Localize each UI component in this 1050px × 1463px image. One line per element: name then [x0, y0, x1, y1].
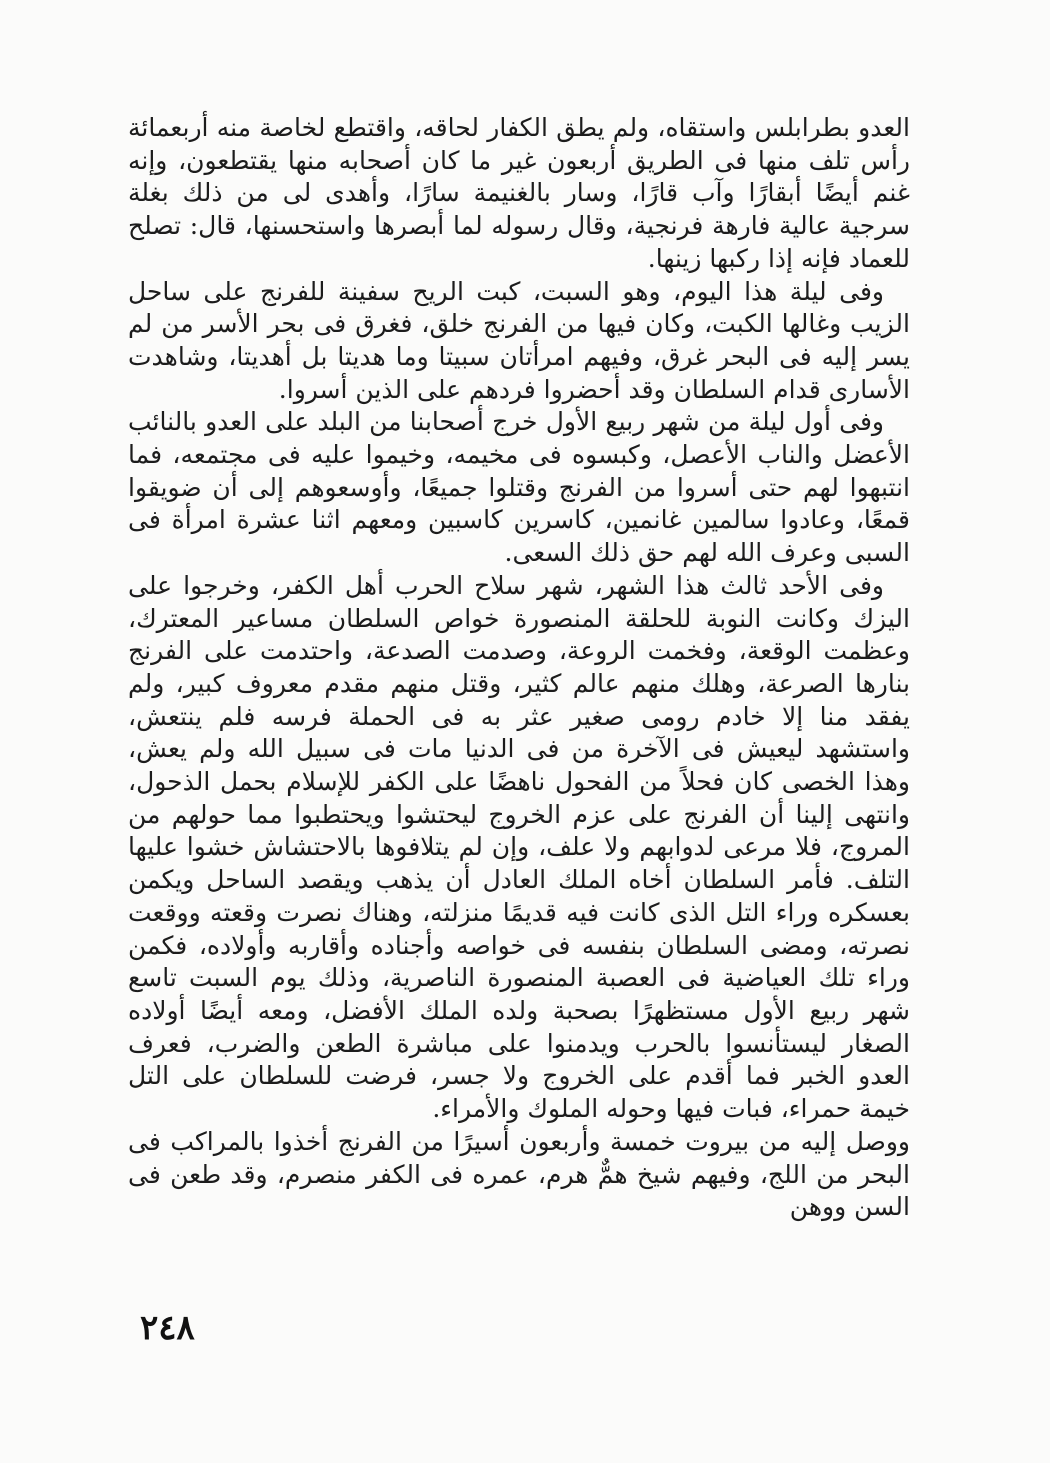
paragraph: وفى الأحد ثالث هذا الشهر، شهر سلاح الحرب أهل الكفر، وخرجوا على اليزك وكانت النوبة للحلقة المنصورة خواص السلطان مساعير المعترك، وعظمت الوقعة، وفخمت الروعة، وصدمت الصدعة، واحتدمت على الفرنج بنارها الصرعة، وهلك منهم عالم كثير، وقتل منهم مقدم معروف كبير، ولم يفقد منا إلا خادم رومى صغير عثر به فى الحملة فرسه فلم ينتعش، واستشهد ليعيش فى الآخرة من فى الدنيا مات فى سبيل الله ولم يعش، وهذا الخصى كان فحلاً من الفحول ناهضًا على الكفر للإسلام بحمل الذحول، وانتهى إلينا أن الفرنج على عزم الخروج ليحتشوا ويحتطبوا مما حولهم من المروج، فلا مرعى لدوابهم ولا علف، وإن لم يتلافوها بالاحتشاش خشوا عليها التلف. فأمر السلطان أخاه الملك العادل أن يذهب ويقصد الساحل ويكمن بعسكره وراء التل الذى كانت فيه قديمًا منزلته، وهناك نصرت وقعته ووقعت نصرته، ومضى السلطان بنفسه فى خواصه وأجناده وأقاربه وأولاده، فكمن وراء تلك العياضية فى العصبة المنصورة الناصرية، وذلك يوم السبت تاسع شهر ربيع الأول مستظهرًا بصحبة ولده الملك الأفضل، ومعه أيضًا أولاده الصغار ليستأنسوا بالحرب ويدمنوا على مباشرة الطعن والضرب، فعرف العدو الخبر فما أقدم على الخروج ولا جسر، فرضت للسلطان على التل خيمة حمراء، فبات فيها وحوله الملوك والأمراء. — [128, 570, 910, 1124]
paragraph: ووصل إليه من بيروت خمسة وأربعون أسيرًا من الفرنج أخذوا بالمراكب فى البحر من اللج، وفيهم شيخ همٌّ هرم، عمره فى الكفر منصرم، وقد طعن فى السن ووهن — [128, 1126, 910, 1222]
paragraph: وفى ليلة هذا اليوم، وهو السبت، كبت الريح سفينة للفرنج على ساحل الزيب وغالها الكبت، وكان فيها من الفرنج خلق، فغرق فى بحر الأسر من لم يسر إليه فى البحر غرق، وفيهم امرأتان سبيتا وما هديتا بل أهديتا، وشاهدت الأسارى قدام السلطان وقد أحضروا فردهم على الذين أسروا. — [128, 276, 910, 404]
body-text — [128, 112, 910, 1224]
page-number: ٢٤٨ — [140, 1308, 195, 1348]
paragraph: وفى أول ليلة من شهر ربيع الأول خرج أصحابنا من البلد على العدو بالنائب الأعضل والناب الأعصل، وكبسوه فى مخيمه، وخيموا عليه فى مجتمعه، فما انتبهوا لهم حتى أسروا من الفرنج وقتلوا جميعًا، وأوسعوهم إلى أن ضويقوا قمعًا، وعادوا سالمين غانمين، كاسرين كاسبين ومعهم اثنا عشرة امرأة فى السبى وعرف الله لهم حق ذلك السعى. — [128, 407, 910, 568]
paragraph: العدو بطرابلس واستقاه، ولم يطق الكفار لحاقه، واقتطع لخاصة منه أربعمائة رأس تلف منها فى الطريق أربعون غير ما كان أصحابه منها يقتطعون، وإنه غنم أيضًا أبقارًا وآب قارًا، وسار بالغنيمة سارًا، وأهدى لى من ذلك بغلة سرجية عالية فارهة فرنجية، وقال رسوله لما أبصرها واستحسنها، قال: تصلح للعماد فإنه إذا ركبها زينها. — [128, 113, 910, 273]
